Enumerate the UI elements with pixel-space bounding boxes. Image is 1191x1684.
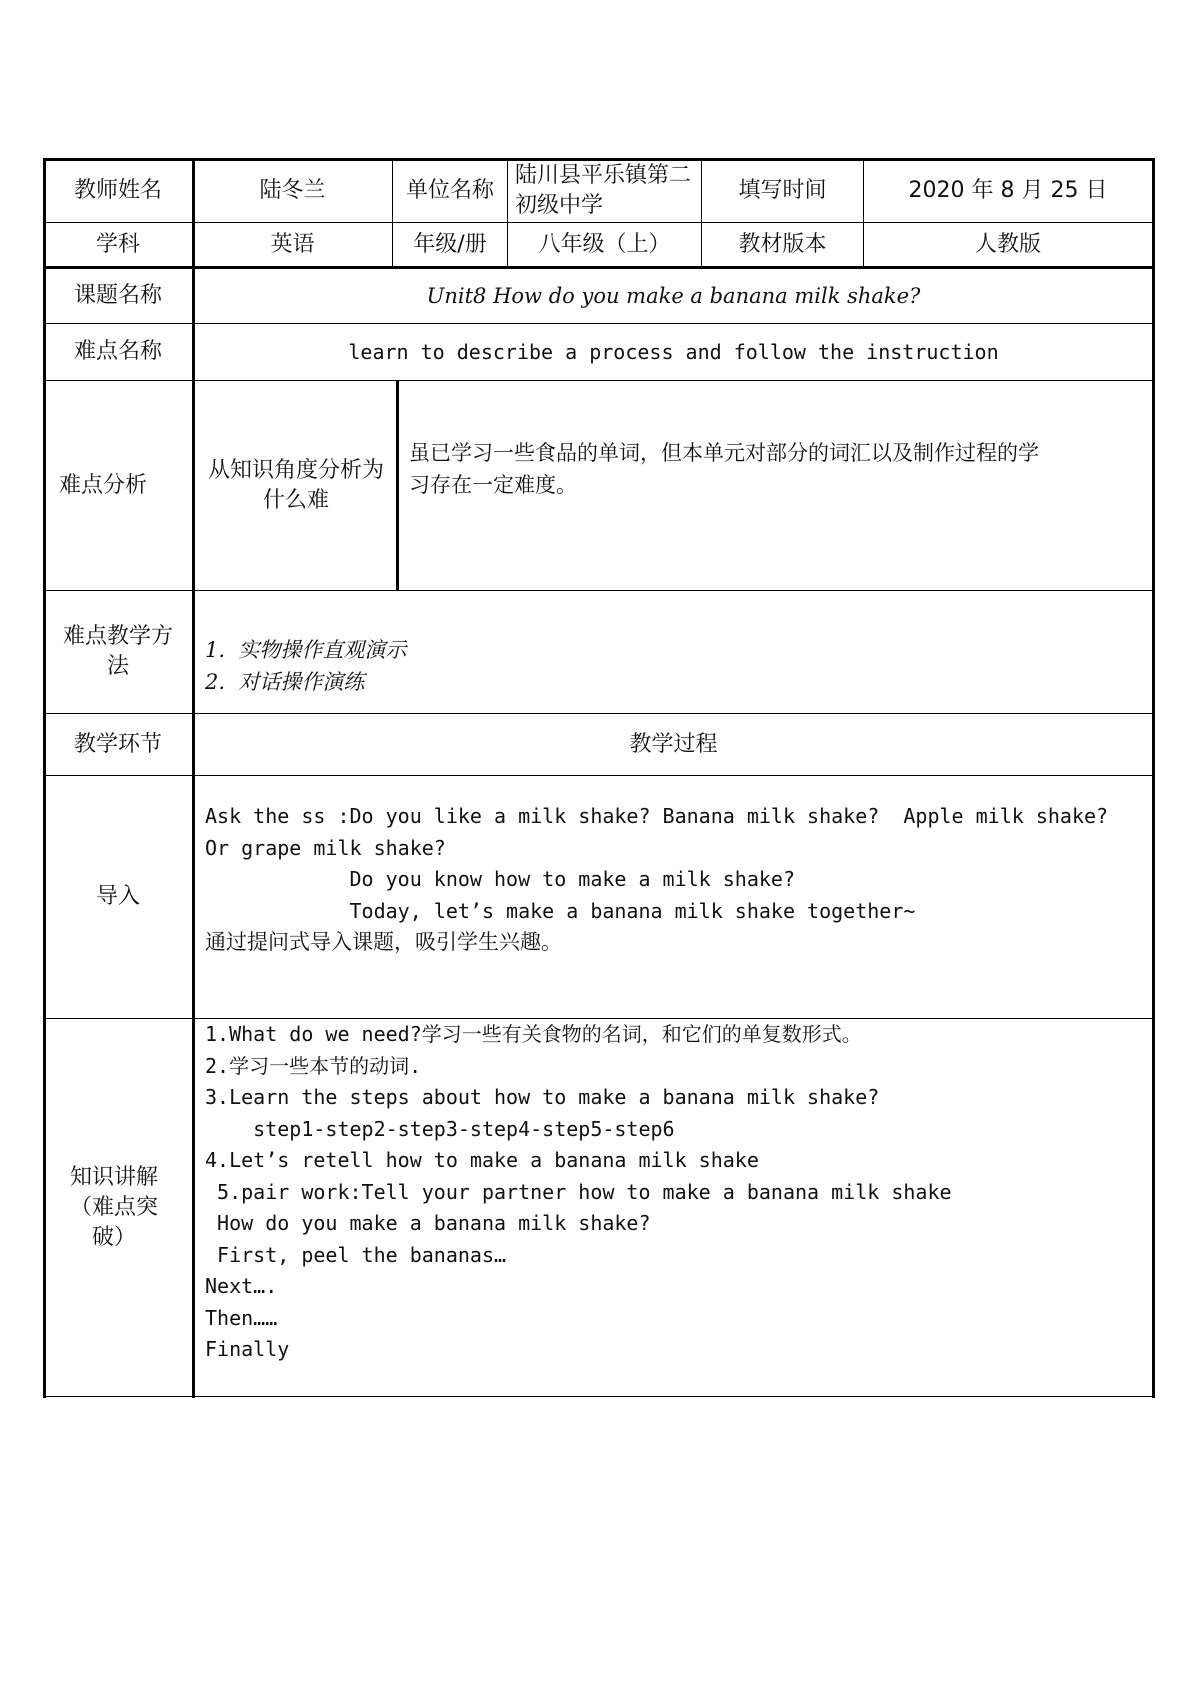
subject-value: 英语 xyxy=(270,231,315,257)
knowledge-line: Next…. xyxy=(205,1274,278,1298)
method-item: 1. 实物操作直观演示 xyxy=(205,638,407,662)
row-divider xyxy=(43,775,1155,776)
intro-line: Or grape milk shake? xyxy=(205,835,446,860)
topic-label: 课题名称 xyxy=(73,283,162,308)
lesson-table xyxy=(43,158,1155,1398)
intro-text xyxy=(205,801,1108,959)
column-divider xyxy=(396,380,399,590)
intro-line: Ask the ss :Do you like a milk shake? Banana milk shake? Apple milk shake? xyxy=(205,804,1109,828)
date-label: 填写时间 xyxy=(738,178,827,203)
knowledge-line: How do you make a banana milk shake? xyxy=(205,1211,651,1235)
analysis-text-line: 虽已学习一些食品的单词，但本单元对部分的词汇以及制作过程的学 xyxy=(409,441,1039,465)
grade-label: 年级/册 xyxy=(413,231,487,257)
table-border-bottom xyxy=(43,1396,1155,1397)
unit-value: 陆川县平乐镇第二初级中学 xyxy=(515,163,692,218)
date-value: 2020 年 8 月 25 日 xyxy=(908,178,1108,203)
edition-value: 人教版 xyxy=(974,231,1041,257)
section-value: 教学过程 xyxy=(629,731,718,757)
analysis-text xyxy=(409,438,1039,501)
knowledge-line: 5.pair work:Tell your partner how to make a banana milk shake xyxy=(205,1179,952,1204)
knowledge-text xyxy=(205,1019,952,1366)
row-divider xyxy=(43,590,1155,591)
intro-label: 导入 xyxy=(95,884,140,909)
unit-label: 单位名称 xyxy=(405,178,494,203)
intro-line: Do you know how to make a milk shake? xyxy=(205,867,796,891)
grade-value: 八年级（上） xyxy=(538,231,671,257)
intro-line: Today, let’s make a banana milk shake together~ xyxy=(205,898,916,923)
knowledge-line: step1-step2-step3-step4-step5-step6 xyxy=(205,1116,675,1141)
knowledge-line: 3.Learn the steps about how to make a banana milk shake? xyxy=(205,1085,880,1109)
analysis-label: 难点分析 xyxy=(58,472,147,498)
table-border-right xyxy=(1152,158,1155,1398)
knowledge-line: First, peel the bananas… xyxy=(205,1242,507,1267)
subject-label: 学科 xyxy=(95,231,140,257)
difficulty-label: 难点名称 xyxy=(73,339,162,364)
method-list xyxy=(205,635,406,698)
knowledge-line: Finally xyxy=(205,1337,290,1361)
knowledge-line: 2.学习一些本节的动词. xyxy=(205,1053,422,1078)
knowledge-line: 4.Let’s retell how to make a banana milk shake xyxy=(205,1148,759,1172)
knowledge-line: 1.What do we need?学习一些有关食物的名词，和它们的单复数形式。 xyxy=(205,1022,862,1046)
method-item: 2. 对话操作演练 xyxy=(205,669,365,694)
analysis-sublabel: 从知识角度分析为什么难 xyxy=(207,457,384,513)
section-label: 教学环节 xyxy=(73,731,162,757)
edition-label: 教材版本 xyxy=(738,231,827,257)
method-label: 难点教学方法 xyxy=(62,624,173,679)
difficulty-value: learn to describe a process and follow the instruction xyxy=(348,340,999,364)
topic-value: Unit8 How do you make a banana milk shake? xyxy=(426,284,921,308)
analysis-text-line: 习存在一定难度。 xyxy=(409,472,577,497)
teacher-label: 教师姓名 xyxy=(73,178,162,203)
knowledge-label: 知识讲解（难点突破） xyxy=(69,1164,158,1250)
knowledge-line: Then…… xyxy=(205,1305,278,1330)
intro-line: 通过提问式导入课题，吸引学生兴趣。 xyxy=(205,930,562,954)
teacher-value: 陆冬兰 xyxy=(259,178,326,203)
